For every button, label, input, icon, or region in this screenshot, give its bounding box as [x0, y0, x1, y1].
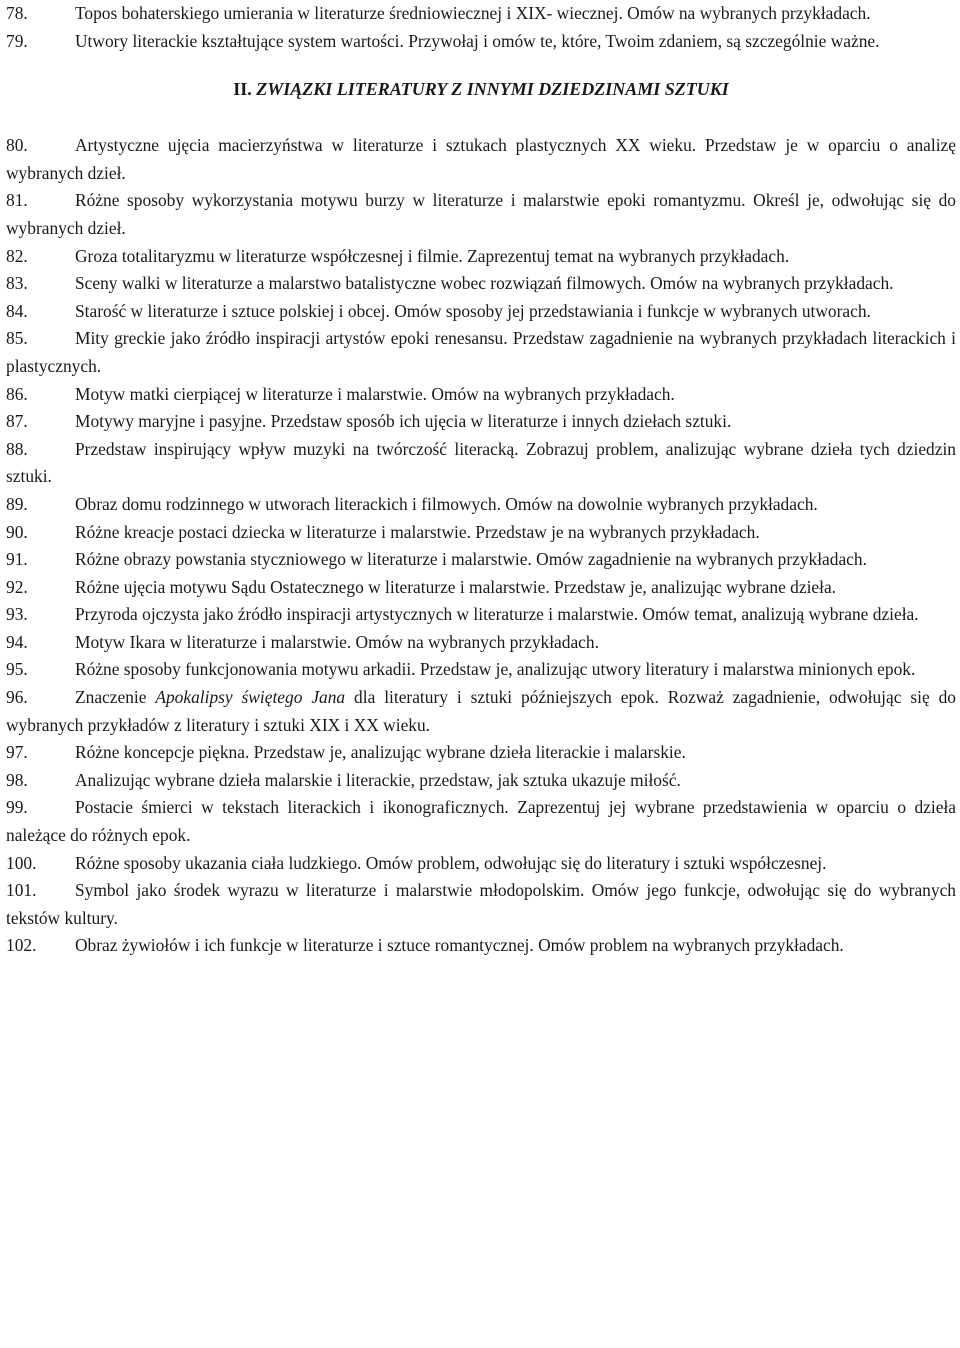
section-number: II.: [233, 79, 252, 100]
topic-item: [6, 270, 956, 298]
topic-number: 81.: [6, 190, 28, 211]
topic-item: [6, 0, 956, 28]
topic-text: Motyw matki cierpiącej w literaturze i malarstwie. Omów na wybranych przykładach.: [75, 383, 675, 404]
topic-item: [6, 381, 956, 409]
topic-item: [6, 28, 956, 56]
topic-number: 102.: [6, 935, 37, 956]
topic-number: 101.: [6, 880, 37, 901]
topic-number: 88.: [6, 438, 28, 459]
topic-item: [6, 767, 956, 795]
topic-list-top: [6, 0, 956, 55]
topic-item: [6, 546, 956, 574]
topic-number: 89.: [6, 493, 28, 514]
topic-text: Starość w literaturze i sztuce polskiej i obcej. Omów sposoby jej przedstawiania i funkcje w wybranych utworach.: [75, 300, 871, 321]
topic-text: Groza totalitaryzmu w literaturze współczesnej i filmie. Zaprezentuj temat na wybranych przykładach.: [75, 245, 790, 266]
topic-text: Obraz domu rodzinnego w utworach literackich i filmowych. Omów na dowolnie wybranych przykładach.: [75, 493, 818, 514]
topic-item: [6, 132, 956, 187]
topic-item: [6, 932, 956, 960]
topic-text: Utwory literackie kształtujące system wartości. Przywołaj i omów te, które, Twoim zdaniem, są szczególnie ważne.: [75, 30, 880, 51]
section-heading: [6, 75, 956, 103]
topic-text: Artystyczne ujęcia macierzyństwa w literaturze i sztukach plastycznych XX wieku. Przedstaw je w oparciu o analizę wybranych dzieł.: [6, 135, 956, 183]
topic-text: Przyroda ojczysta jako źródło inspiracji artystycznych w literaturze i malarstwie. Omów temat, analizują wybrane dzieła.: [75, 604, 919, 625]
topic-number: 85.: [6, 328, 28, 349]
topic-item: [6, 656, 956, 684]
topic-number: 97.: [6, 742, 28, 763]
topic-number: 94.: [6, 631, 28, 652]
topic-number: 91.: [6, 549, 28, 570]
topic-text: Przedstaw inspirujący wpływ muzyki na twórczość literacką. Zobrazuj problem, analizując wybrane dzieła tych dziedzin sztuki.: [6, 438, 956, 487]
topic-item: [6, 491, 956, 519]
topic-number: 96.: [6, 687, 28, 708]
topic-text-prefix: Znaczenie: [75, 687, 156, 708]
topic-item: [6, 739, 956, 767]
topic-text: Postacie śmierci w tekstach literackich i ikonograficznych. Zaprezentuj jej wybrane przedstawienia w oparciu o dzieła należące do różnych epok.: [6, 797, 956, 846]
topic-number: 80.: [6, 135, 28, 156]
topic-number: 82.: [6, 245, 28, 266]
topic-text: Różne kreacje postaci dziecka w literaturze i malarstwie. Przedstaw je na wybranych przykładach.: [75, 521, 760, 542]
topic-number: 98.: [6, 769, 28, 790]
topic-list: [6, 132, 956, 960]
topic-number: 86.: [6, 383, 28, 404]
topic-number: 84.: [6, 300, 28, 321]
topic-text: Symbol jako środek wyrazu w literaturze i malarstwie młodopolskim. Omów jego funkcje, odwołując się do wybranych tekstów kultury.: [6, 880, 956, 928]
topic-text: Analizując wybrane dzieła malarskie i literackie, przedstaw, jak sztuka ukazuje miłość.: [75, 769, 681, 790]
topic-item: [6, 298, 956, 326]
topic-text: Obraz żywiołów i ich funkcje w literaturze i sztuce romantycznej. Omów problem na wybranych przykładach.: [75, 935, 844, 956]
topic-item: [6, 325, 956, 380]
topic-text: Motyw Ikara w literaturze i malarstwie. Omów na wybranych przykładach.: [75, 631, 599, 652]
topic-number: 79.: [6, 30, 28, 51]
topic-text: Motywy maryjne i pasyjne. Przedstaw sposób ich ujęcia w literaturze i innych dziełach sztuki.: [75, 411, 732, 432]
topic-text: Różne sposoby funkcjonowania motywu arkadii. Przedstaw je, analizując utwory literatury i malarstwa minionych epok.: [75, 659, 916, 680]
topic-text: Różne ujęcia motywu Sądu Ostatecznego w literaturze i malarstwie. Przedstaw je, analizując wybrane dzieła.: [75, 576, 837, 597]
topic-item: [6, 408, 956, 436]
topic-item: [6, 877, 956, 932]
topic-number: 95.: [6, 659, 28, 680]
topic-text: Różne sposoby wykorzystania motywu burzy w literaturze i malarstwie epoki romantyzmu. Określ je, odwołując się do wybranych dzieł.: [6, 190, 956, 238]
topic-item: [6, 684, 956, 739]
topic-text: Sceny walki w literaturze a malarstwo batalistyczne wobec rozwiązań filmowych. Omów na wybranych przykładach.: [75, 273, 894, 294]
topic-item: [6, 850, 956, 878]
topic-number: 78.: [6, 3, 28, 23]
topic-item: [6, 794, 956, 849]
topic-text: Różne obrazy powstania styczniowego w literaturze i malarstwie. Omów zagadnienie na wybranych przykładach.: [75, 549, 867, 570]
topic-text: Różne sposoby ukazania ciała ludzkiego. Omów problem, odwołując się do literatury i sztuki współczesnej.: [75, 852, 827, 873]
section-title: ZWIĄZKI LITERATURY Z INNYMI DZIEDZINAMI SZTUKI: [256, 79, 729, 100]
topic-number: 99.: [6, 797, 28, 818]
topic-item: [6, 243, 956, 271]
topic-item: [6, 629, 956, 657]
topic-number: 92.: [6, 576, 28, 597]
topic-item: [6, 436, 956, 491]
topic-number: 90.: [6, 521, 28, 542]
topic-item: [6, 574, 956, 602]
topic-number: 83.: [6, 273, 28, 294]
topic-text: Topos bohaterskiego umierania w literaturze średniowiecznej i XIX- wiecznej. Omów na wybranych przykładach.: [75, 3, 871, 23]
topic-text-work-title: Apokalipsy świętego Jana: [155, 687, 346, 708]
topic-text-suffix: dla literatury i sztuki późniejszych epok. Rozważ zagadnienie, odwołując się do wybranych przykładów z literatury i sztuki XIX i XX wieku.: [6, 687, 956, 735]
topic-number: 100.: [6, 852, 37, 873]
topic-number: 93.: [6, 604, 28, 625]
topic-item: [6, 601, 956, 629]
topic-text: Różne koncepcje piękna. Przedstaw je, analizując wybrane dzieła literackie i malarskie.: [75, 742, 686, 763]
topic-item: [6, 187, 956, 242]
topic-text: Mity greckie jako źródło inspiracji artystów epoki renesansu. Przedstaw zagadnienie na wybranych przykładach literackich i plastycznych.: [6, 328, 956, 376]
topic-number: 87.: [6, 411, 28, 432]
topic-item: [6, 519, 956, 547]
